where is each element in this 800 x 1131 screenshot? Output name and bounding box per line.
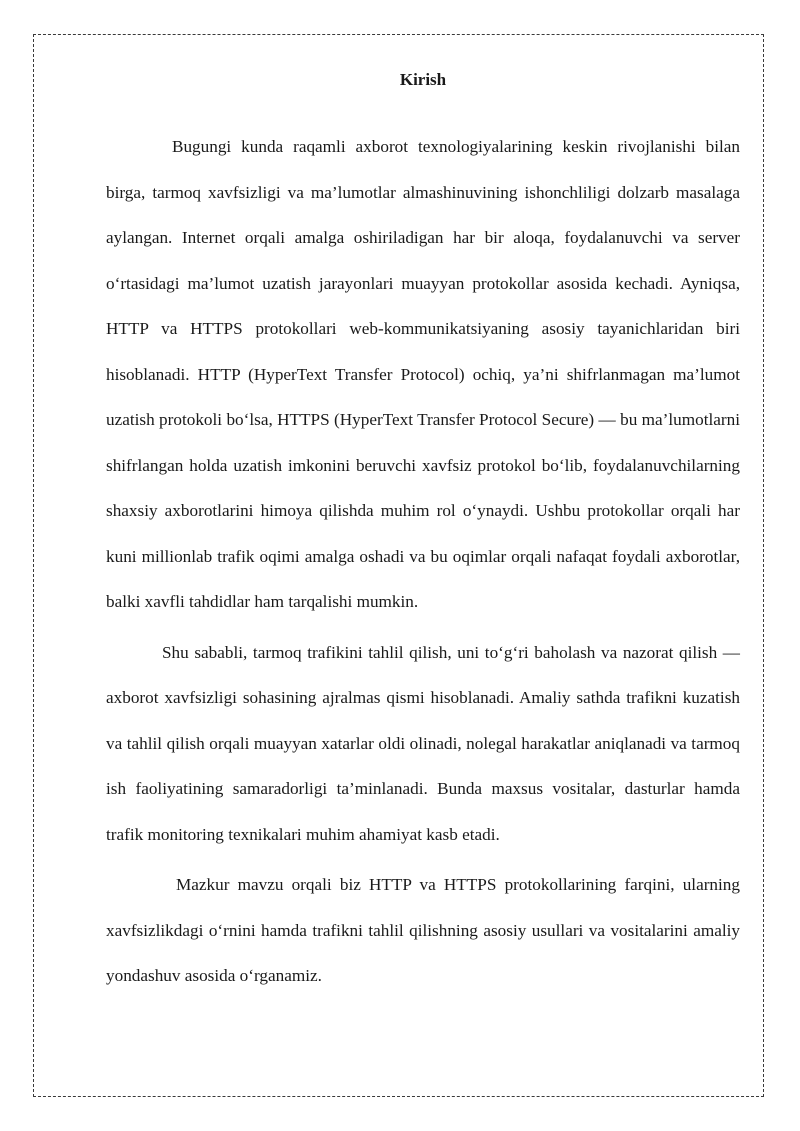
paragraph-topic-goal: Mazkur mavzu orqali biz HTTP va HTTPS protokollarining farqini, ularning xavfsizlikdagi o‘rnini hamda trafikni tahlil qilishning asosiy usullari va vositalarini amaliy yondashuv asosida o‘rganamiz. [106,875,740,985]
paragraph-traffic-analysis: Shu sababli, tarmoq trafikini tahlil qilish, uni to‘g‘ri baholash va nazorat qilish — axborot xavfsizligi sohasining ajralmas qismi hisoblanadi. Amaliy sathda trafikni kuzatish va tahlil qilish orqali muayyan xatarlar oldi olinadi, nolegal harakatlar aniqlanadi va tarmoq ish faoliyatining samaradorligi ta’minlanadi. Bunda maxsus vositalar, dasturlar hamda trafik monitoring texnikalari muhim ahamiyat kasb etadi. [106,642,740,844]
document-title: Kirish [399,70,447,89]
document-body [106,68,740,999]
paragraph-intro: Bugungi kunda raqamli axborot texnologiyalarining keskin rivojlanishi bilan birga, tarmoq xavfsizligi va ma’lumotlar almashinuvining ishonchliligi dolzarb masalaga aylangan. Internet orqali amalga oshiriladigan har bir aloqa, foydalanuvchi va server o‘rtasidagi ma’lumot uzatish jarayonlari muayyan protokollar asosida kechadi. Ayniqsa, HTTP va HTTPS protokollari web-kommunikatsiyaning asosiy tayanichlaridan biri hisoblanadi. HTTP (HyperText Transfer Protocol) ochiq, ya’ni shifrlanmagan ma’lumot uzatish protokoli bo‘lsa, HTTPS (HyperText Transfer Protocol Secure) — bu ma’lumotlarni shifrlangan holda uzatish imkonini beruvchi xavfsiz protokol bo‘lib, foydalanuvchilarning shaxsiy axborotlarini himoya qilishda muhim rol o‘ynaydi. Ushbu protokollar orqali har kuni millionlab trafik oqimi amalga oshadi va bu oqimlar orqali nafaqat foydali axborotlar, balki xavfli tahdidlar ham tarqalishi mumkin. [106,137,740,611]
